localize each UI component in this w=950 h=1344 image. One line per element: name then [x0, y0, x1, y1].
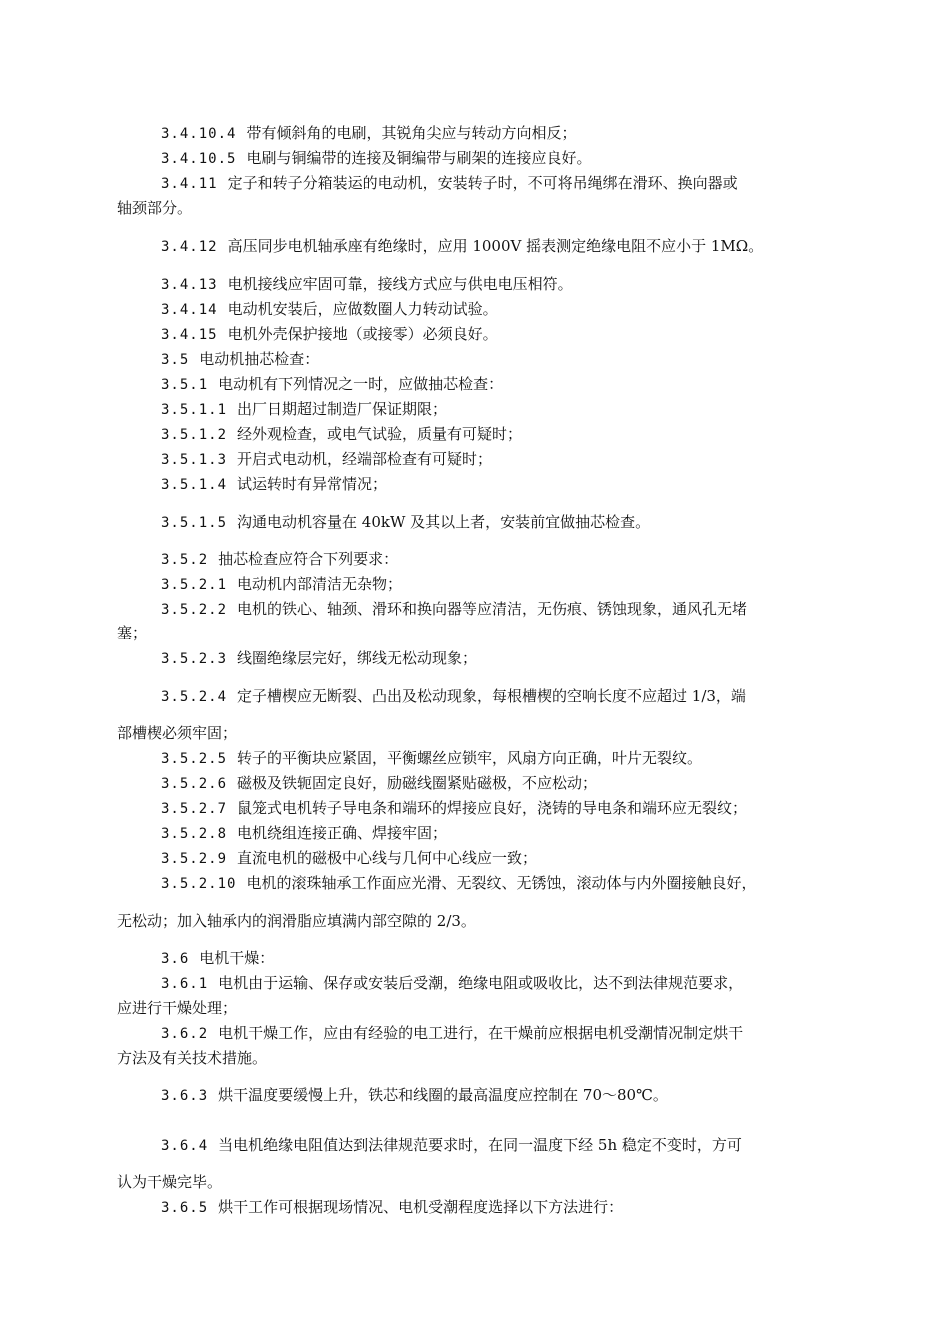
- clause-text: 电机绕组连接正确、焊接牢固；: [237, 824, 448, 842]
- clause-text: 电刷与铜编带的连接及铜编带与刷架的连接应良好。: [246, 149, 592, 167]
- clause-text: 定子和转子分箱装运的电动机，安装转子时，不可将吊绳绑在滑环、换向器或: [227, 174, 738, 192]
- clause-number: 3.5.2.5: [161, 751, 228, 767]
- clause-text: 磁极及铁轭固定良好，励磁线圈紧贴磁极，不应松动；: [237, 774, 598, 792]
- clause-number: 3.6: [161, 951, 190, 967]
- clause-3-5-2: [161, 549, 398, 570]
- clause-text: 电机外壳保护接地（或接零）必须良好。: [227, 325, 498, 343]
- clause-number: 3.4.14: [161, 302, 218, 318]
- clause-number: 3.4.10.4: [161, 126, 237, 142]
- clause-number: 3.4.15: [161, 327, 218, 343]
- clause-text: 直流电机的磁极中心线与几何中心线应一致；: [237, 849, 538, 867]
- clause-text: 经外观检查，或电气试验，质量有可疑时；: [237, 425, 523, 443]
- clause-text: 试运转时有异常情况；: [237, 475, 388, 493]
- clause-text: 电机接线应牢固可靠，接线方式应与供电电压相符。: [227, 275, 573, 293]
- clause-continuation: 轴颈部分。: [117, 199, 193, 217]
- clause-continuation: 塞；: [117, 624, 148, 642]
- clause-text: 鼠笼式电机转子导电条和端环的焊接应良好，浇铸的导电条和端环应无裂纹；: [237, 799, 748, 817]
- clause-number: 3.5.2.10: [161, 876, 237, 892]
- clause-text: 转子的平衡块应紧固，平衡螺丝应锁牢，风扇方向正确，叶片无裂纹。: [237, 749, 703, 767]
- clause-number: 3.5.2.2: [161, 602, 228, 618]
- clause-3-5-1-5: [161, 512, 650, 533]
- clause-3-5-2-10: [161, 873, 756, 894]
- clause-text: 电机由于运输、保存或安装后受潮，绝缘电阻或吸收比，达不到法律规范要求，: [218, 974, 744, 992]
- clause-3-4-13: [161, 274, 573, 295]
- clause-text: 电动机有下列情况之一时，应做抽芯检查：: [218, 375, 504, 393]
- clause-continuation: 无松动；加入轴承内的润滑脂应填满内部空隙的 2/3。: [117, 912, 476, 930]
- clause-number: 3.5.2: [161, 552, 209, 568]
- clause-3-5-2-2: [161, 599, 747, 620]
- clause-3-5-2-7: [161, 798, 747, 819]
- clause-3-4-12: [161, 236, 763, 257]
- clause-text: 电动机内部清洁无杂物；: [237, 575, 403, 593]
- clause-continuation: 认为干燥完毕。: [117, 1173, 223, 1191]
- clause-3-5-1: [161, 374, 503, 395]
- clause-3-5-2-8: [161, 823, 447, 844]
- clause-3-4-10-5: [161, 148, 591, 169]
- clause-3-6-1: [161, 973, 743, 994]
- clause-3-5-2-3: [161, 648, 477, 669]
- clause-3-5-1-2: [161, 424, 522, 445]
- clause-text: 烘干工作可根据现场情况、电机受潮程度选择以下方法进行：: [218, 1198, 624, 1216]
- clause-text: 电机干燥：: [199, 949, 275, 967]
- clause-number: 3.4.11: [161, 176, 218, 192]
- clause-text: 烘干温度要缓慢上升，铁芯和线圈的最高温度应控制在 70～80℃。: [218, 1086, 668, 1104]
- clause-text: 电动机抽芯检查：: [199, 350, 320, 368]
- clause-3-4-11: [161, 173, 738, 194]
- clause-number: 3.4.12: [161, 239, 218, 255]
- clause-3-4-15: [161, 324, 498, 345]
- clause-number: 3.4.13: [161, 277, 218, 293]
- clause-3-5-2-6: [161, 773, 597, 794]
- clause-3-5-2-5: [161, 748, 702, 769]
- clause-3-5-1-1: [161, 399, 447, 420]
- clause-continuation: 部槽楔必须牢固；: [117, 724, 238, 742]
- clause-number: 3.5.2.1: [161, 577, 228, 593]
- clause-number: 3.4.10.5: [161, 151, 237, 167]
- clause-3-5-2-9: [161, 848, 537, 869]
- clause-text: 沟通电动机容量在 40kW 及其以上者，安装前宜做抽芯检查。: [237, 513, 651, 531]
- clause-number: 3.5.1.2: [161, 427, 228, 443]
- clause-number: 3.5.2.6: [161, 776, 228, 792]
- clause-number: 3.6.3: [161, 1088, 209, 1104]
- clause-text: 开启式电动机，经端部检查有可疑时；: [237, 450, 493, 468]
- clause-continuation: 应进行干燥处理；: [117, 999, 238, 1017]
- clause-text: 线圈绝缘层完好，绑线无松动现象；: [237, 649, 478, 667]
- clause-3-5-1-4: [161, 474, 387, 495]
- clause-3-6-2: [161, 1023, 743, 1044]
- clause-3-6-5: [161, 1197, 623, 1218]
- clause-text: 出厂日期超过制造厂保证期限；: [237, 400, 448, 418]
- section-3-5-heading: [161, 349, 319, 370]
- clause-number: 3.6.5: [161, 1200, 209, 1216]
- clause-3-6-3: [161, 1085, 668, 1106]
- clause-3-4-14: [161, 299, 498, 320]
- clause-number: 3.5.1: [161, 377, 209, 393]
- clause-number: 3.6.2: [161, 1026, 209, 1042]
- clause-text: 高压同步电机轴承座有绝缘时，应用 1000V 摇表测定绝缘电阻不应小于 1MΩ。: [227, 237, 764, 255]
- clause-number: 3.5.1.5: [161, 515, 228, 531]
- clause-number: 3.5.1.4: [161, 477, 228, 493]
- clause-text: 带有倾斜角的电刷，其锐角尖应与转动方向相反；: [246, 124, 577, 142]
- clause-number: 3.5: [161, 352, 190, 368]
- clause-number: 3.6.1: [161, 976, 209, 992]
- clause-number: 3.5.2.8: [161, 826, 228, 842]
- clause-3-5-2-1: [161, 574, 402, 595]
- clause-3-4-10-4: [161, 123, 576, 144]
- clause-text: 当电机绝缘电阻值达到法律规范要求时，在同一温度下经 5h 稳定不变时，方可: [218, 1136, 742, 1154]
- clause-number: 3.5.2.9: [161, 851, 228, 867]
- clause-number: 3.6.4: [161, 1138, 209, 1154]
- clause-3-5-1-3: [161, 449, 492, 470]
- clause-text: 定子槽楔应无断裂、凸出及松动现象，每根槽楔的空响长度不应超过 1/3，端: [237, 687, 746, 705]
- clause-continuation: 方法及有关技术措施。: [117, 1049, 268, 1067]
- clause-text: 电动机安装后，应做数圈人力转动试验。: [227, 300, 498, 318]
- clause-number: 3.5.2.3: [161, 651, 228, 667]
- section-3-6-heading: [161, 948, 274, 969]
- clause-number: 3.5.2.4: [161, 689, 228, 705]
- clause-text: 电机干燥工作，应由有经验的电工进行，在干燥前应根据电机受潮情况制定烘干: [218, 1024, 744, 1042]
- clause-number: 3.5.1.3: [161, 452, 228, 468]
- clause-3-6-4: [161, 1135, 742, 1156]
- clause-text: 抽芯检查应符合下列要求：: [218, 550, 399, 568]
- clause-text: 电机的滚珠轴承工作面应光滑、无裂纹、无锈蚀，滚动体与内外圈接触良好，: [246, 874, 757, 892]
- clause-text: 电机的铁心、轴颈、滑环和换向器等应清洁，无伤痕、锈蚀现象，通风孔无堵: [237, 600, 748, 618]
- clause-number: 3.5.1.1: [161, 402, 228, 418]
- clause-3-5-2-4: [161, 686, 746, 707]
- clause-number: 3.5.2.7: [161, 801, 228, 817]
